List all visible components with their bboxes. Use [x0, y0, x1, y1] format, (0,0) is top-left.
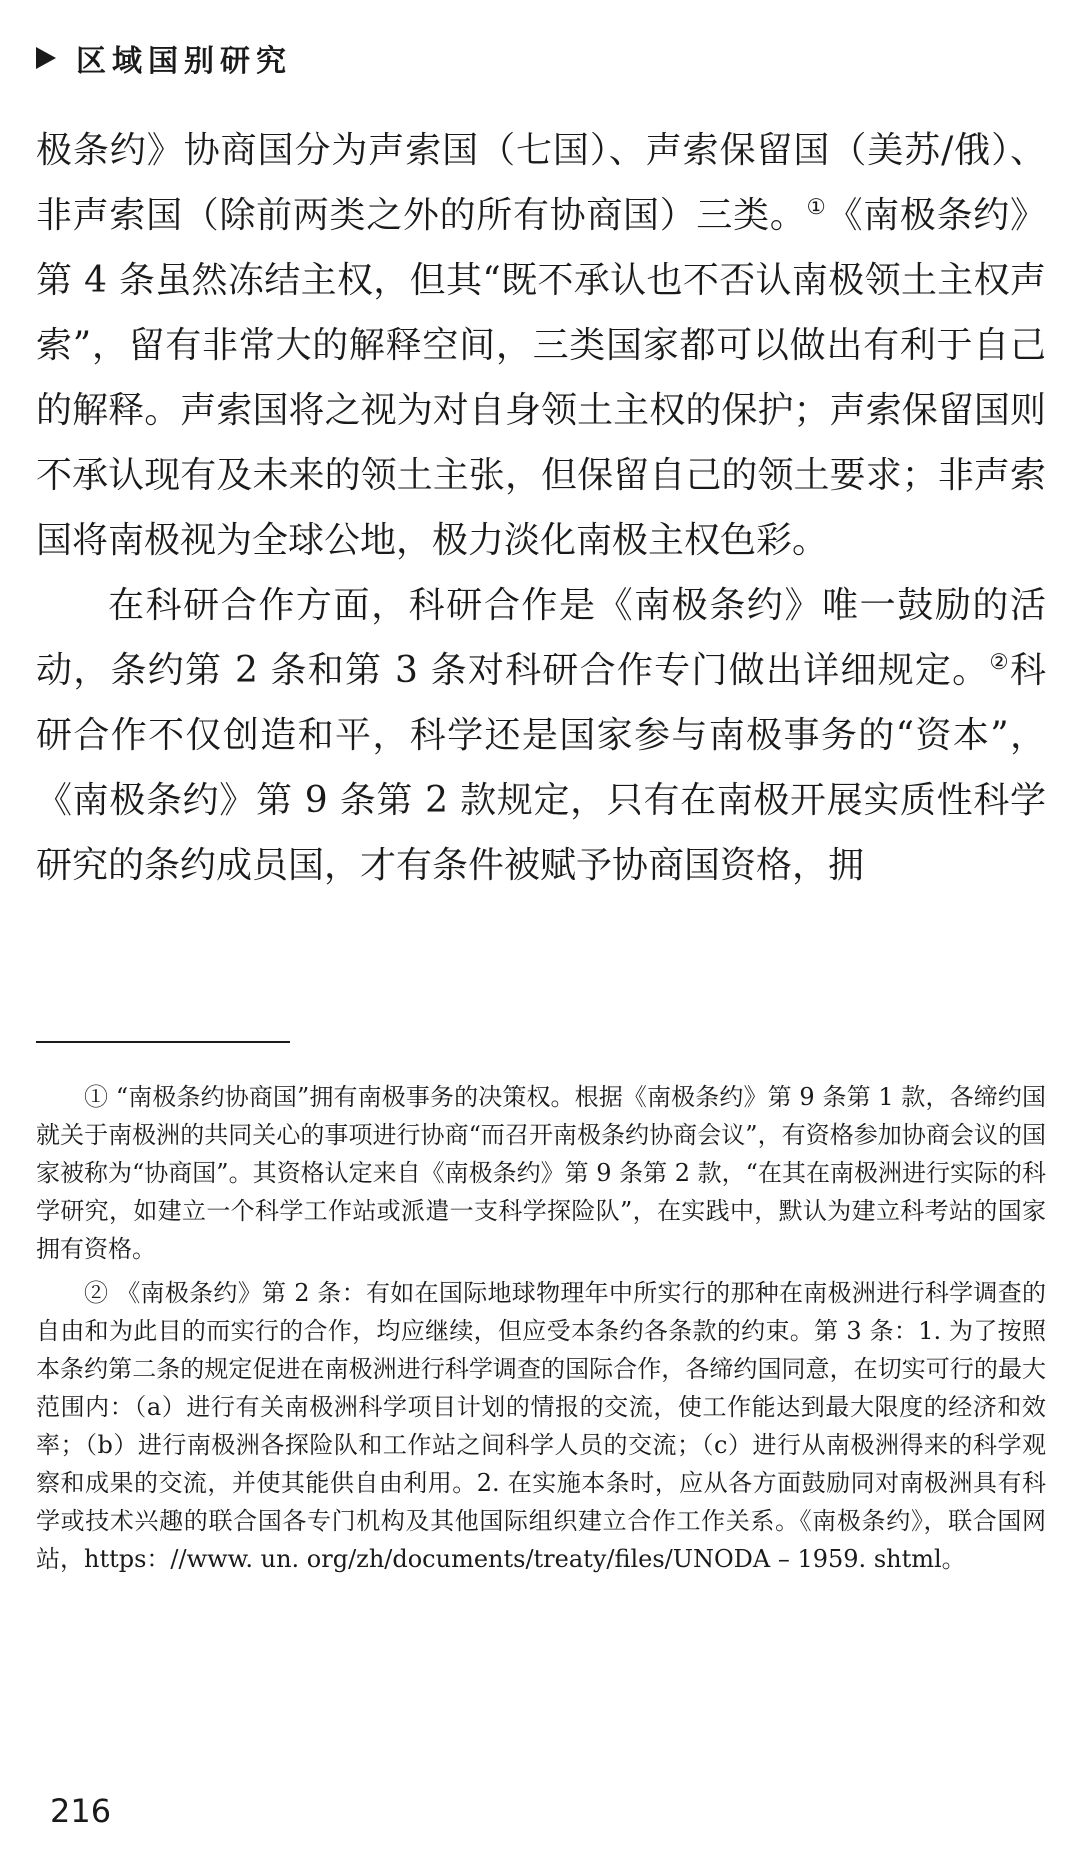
body-text — [36, 118, 1046, 898]
footnote-ref-2[interactable]: ② — [989, 650, 1010, 675]
section-title: 区域国别研究 — [76, 44, 292, 79]
page-number: 216 — [50, 1792, 112, 1830]
footnotes — [36, 1078, 1046, 1584]
footnote-mark: ② — [84, 1279, 109, 1307]
footnote-2: ② 《南极条约》第 2 条：有如在国际地球物理年中所实行的那种在南极洲进行科学调查的自由和为此目的而实行的合作，均应继续，但应受本条约各条款的约束。第 3 条：1. 为了按照本条约第二条的规定促进在南极洲进行科学调查的国际合作，各缔约国同意，在切实可行的最大范围内：（a）进行有关南极洲科学项目计划的情报的交流，使工作能达到最大限度的经济和效率；（b）进行南极洲各探险队和工作站之间科学人员的交流；（c）进行从南极洲得来的科学观察和成果的交流，并使其能供自由利用。2. 在实施本条时，应从各方面鼓励同对南极洲具有科学或技术兴趣的联合国各专门机构及其他国际组织建立合作工作关系。《南极条约》，联合国网站，https：//www. un. org/zh/documents/treaty/files/UNODA – 1959. shtml。 — [36, 1279, 1046, 1573]
footnote-1: ① “南极条约协商国”拥有南极事务的决策权。根据《南极条约》第 9 条第 1 款，各缔约国就关于南极洲的共同关心的事项进行协商“而召开南极条约协商会议”，有资格参加协商会议的国家被称为“协商国”。其资格认定来自《南极条约》第 9 条第 2 款，“在其在南极洲进行实际的科学研究，如建立一个科学工作站或派遣一支科学探险队”，在实践中，默认为建立科考站的国家拥有资格。 — [36, 1083, 1046, 1263]
running-header — [36, 36, 292, 80]
footnote-ref-1[interactable]: ① — [806, 195, 827, 220]
triangle-icon — [36, 47, 56, 69]
paragraph-1: 极条约》协商国分为声索国（七国）、声索保留国（美苏/俄）、非声索国（除前两类之外的所有协商国）三类。①《南极条约》第 4 条虽然冻结主权，但其“既不承认也不否认南极领土主权声索”，留有非常大的解释空间，三类国家都可以做出有利于自己的解释。声索国将之视为对自身领土主权的保护；声索保留国则不承认现有及未来的领土主张，但保留自己的领土要求；非声索国将南极视为全球公地，极力淡化南极主权色彩。 — [36, 130, 1046, 561]
paragraph-2: 在科研合作方面，科研合作是《南极条约》唯一鼓励的活动，条约第 2 条和第 3 条对科研合作专门做出详细规定。②科研合作不仅创造和平，科学还是国家参与南极事务的“资本”，《南极条约》第 9 条第 2 款规定，只有在南极开展实质性科学研究的条约成员国，才有条件被赋予协商国资格，拥 — [36, 585, 1047, 886]
footnote-divider — [36, 1041, 290, 1043]
footnote-mark: ① — [84, 1083, 109, 1111]
